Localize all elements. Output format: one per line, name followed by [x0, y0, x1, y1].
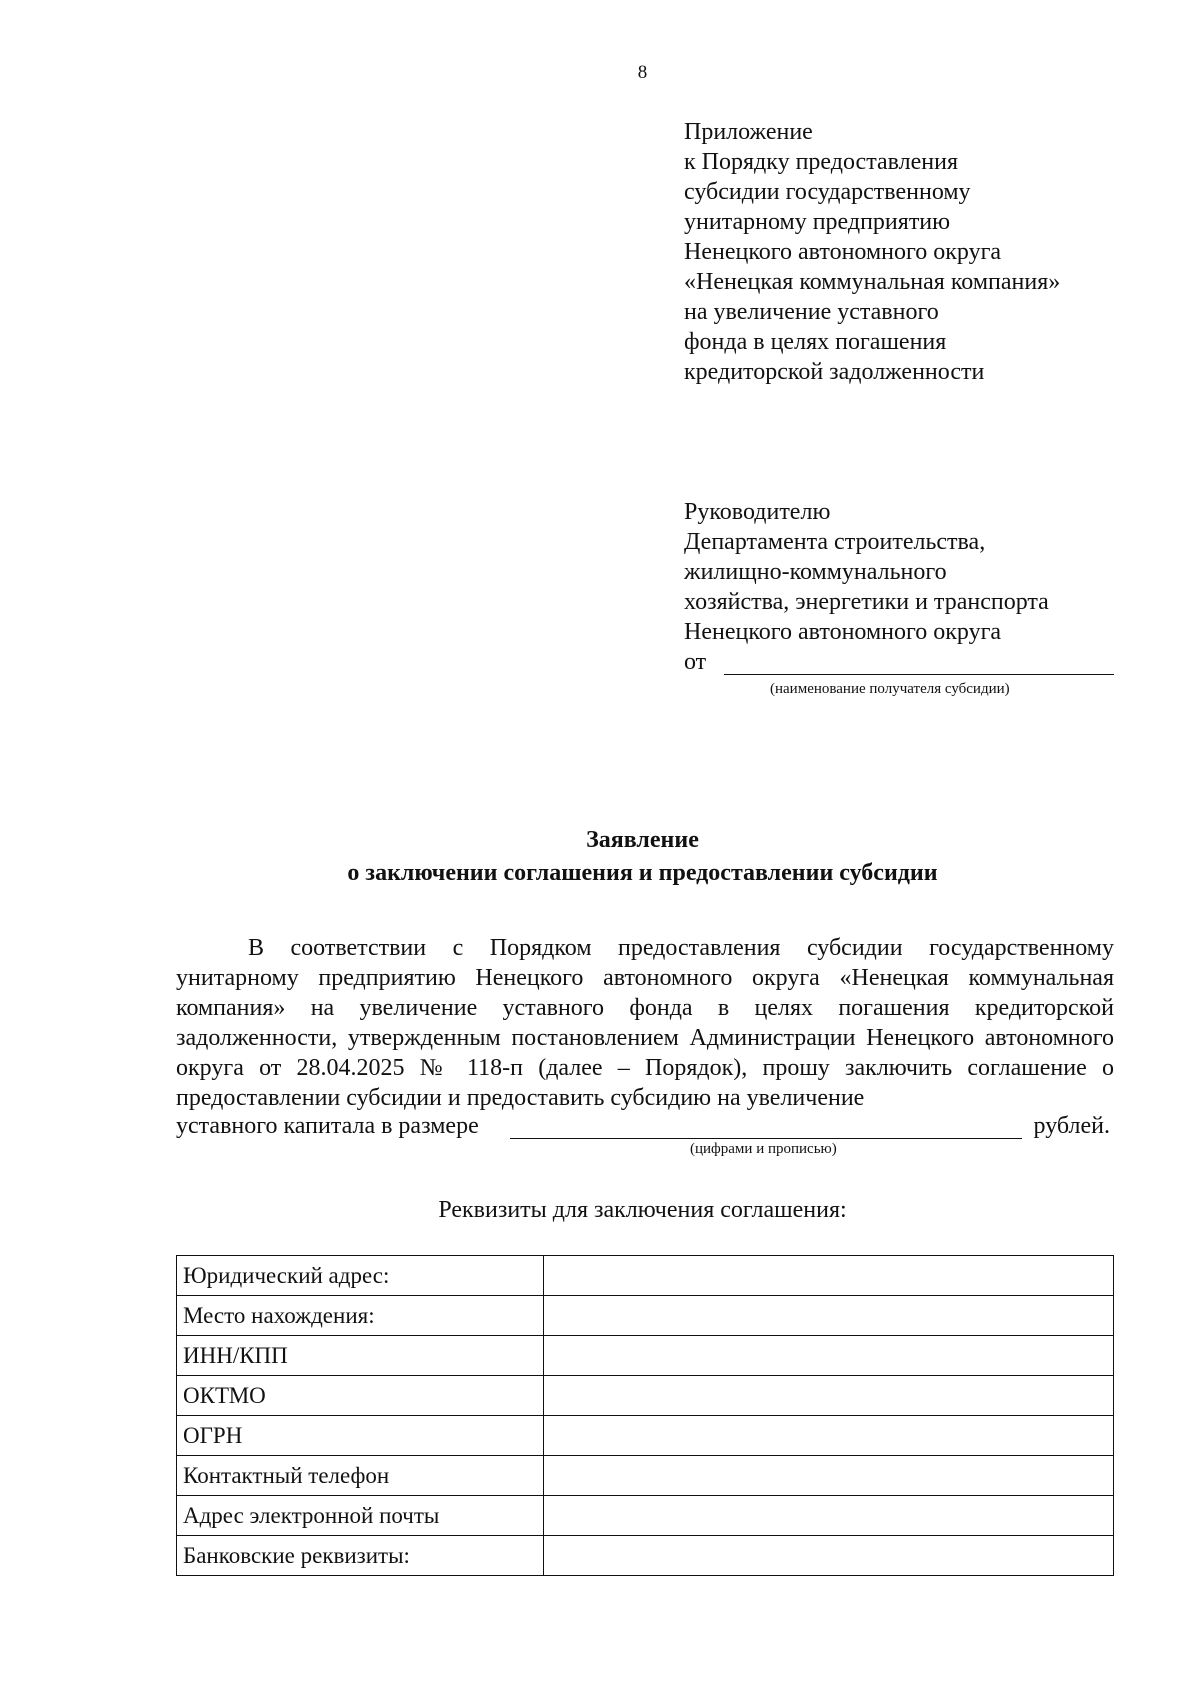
page-number: 8	[637, 62, 648, 83]
table-row	[177, 1376, 1114, 1416]
requisites-table	[176, 1255, 1114, 1576]
row-label: Место нахождения:	[177, 1296, 544, 1336]
table-row	[177, 1256, 1114, 1296]
row-value-field[interactable]	[544, 1336, 1114, 1376]
appendix-line: к Порядку предоставления	[684, 149, 959, 175]
addressee-line: хозяйства, энергетики и транспорта	[684, 589, 1049, 615]
table-row	[177, 1536, 1114, 1576]
from-label: от	[684, 649, 707, 675]
recipient-name-field[interactable]	[724, 674, 1114, 675]
row-value-field[interactable]	[544, 1296, 1114, 1336]
row-label: Адрес электронной почты	[177, 1496, 544, 1536]
appendix-block	[684, 117, 1060, 387]
appendix-line: Ненецкого автономного округа	[684, 239, 1002, 265]
title-line-1: Заявление	[586, 827, 699, 853]
appendix-line: Приложение	[684, 119, 813, 145]
row-value-field[interactable]	[544, 1456, 1114, 1496]
row-value-field[interactable]	[544, 1416, 1114, 1456]
table-row	[177, 1336, 1114, 1376]
subsidy-amount-field[interactable]	[510, 1138, 1022, 1139]
amount-line	[176, 1111, 1114, 1141]
row-value-field[interactable]	[544, 1496, 1114, 1536]
addressee-block	[684, 497, 1049, 677]
amount-prefix: уставного капитала в размере	[176, 1113, 479, 1139]
amount-suffix: рублей.	[1033, 1113, 1110, 1139]
requisites-title: Реквизиты для заключения соглашения:	[438, 1197, 847, 1223]
appendix-line: субсидии государственному	[684, 179, 971, 205]
table-row	[177, 1296, 1114, 1336]
from-caption: (наименование получателя субсидии)	[770, 681, 1010, 697]
row-label: ОКТМО	[177, 1376, 544, 1416]
addressee-line: жилищно-коммунального	[684, 559, 947, 585]
title-line-2: о заключении соглашения и предоставлении субсидии	[347, 860, 938, 886]
row-value-field[interactable]	[544, 1376, 1114, 1416]
row-label: ИНН/КПП	[177, 1336, 544, 1376]
row-label: Юридический адрес:	[177, 1256, 544, 1296]
appendix-line: фонда в целях погашения	[684, 329, 947, 355]
appendix-line: на увеличение уставного	[684, 299, 939, 325]
row-label: ОГРН	[177, 1416, 544, 1456]
addressee-line: Ненецкого автономного округа	[684, 619, 1002, 645]
row-label: Контактный телефон	[177, 1456, 544, 1496]
amount-caption: (цифрами и прописью)	[690, 1141, 837, 1157]
table-row	[177, 1496, 1114, 1536]
row-value-field[interactable]	[544, 1256, 1114, 1296]
body-paragraph: В соответствии с Порядком предоставления субсидии государственному унитарному предприятию Ненецкого автономного округа «Ненецкая коммунальная компания» на увеличение уставного фонда в целях погашения кредиторской задолженности, утвержденным постановлением Администрации Ненецкого автономного округа от 28.04.2025 № 118-п (далее – Порядок), прошу заключить соглашение о предоставлении субсидии и предоставить субсидию на увеличение	[176, 935, 1114, 1111]
row-value-field[interactable]	[544, 1536, 1114, 1576]
appendix-line: «Ненецкая коммунальная компания»	[684, 269, 1061, 295]
table-row	[177, 1416, 1114, 1456]
appendix-line: кредиторской задолженности	[684, 359, 985, 385]
addressee-line: Департамента строительства,	[684, 529, 986, 555]
document-title	[0, 824, 1200, 890]
from-line	[684, 647, 1049, 677]
appendix-line: унитарному предприятию	[684, 209, 951, 235]
row-label: Банковские реквизиты:	[177, 1536, 544, 1576]
table-row	[177, 1456, 1114, 1496]
addressee-line: Руководителю	[684, 499, 831, 525]
